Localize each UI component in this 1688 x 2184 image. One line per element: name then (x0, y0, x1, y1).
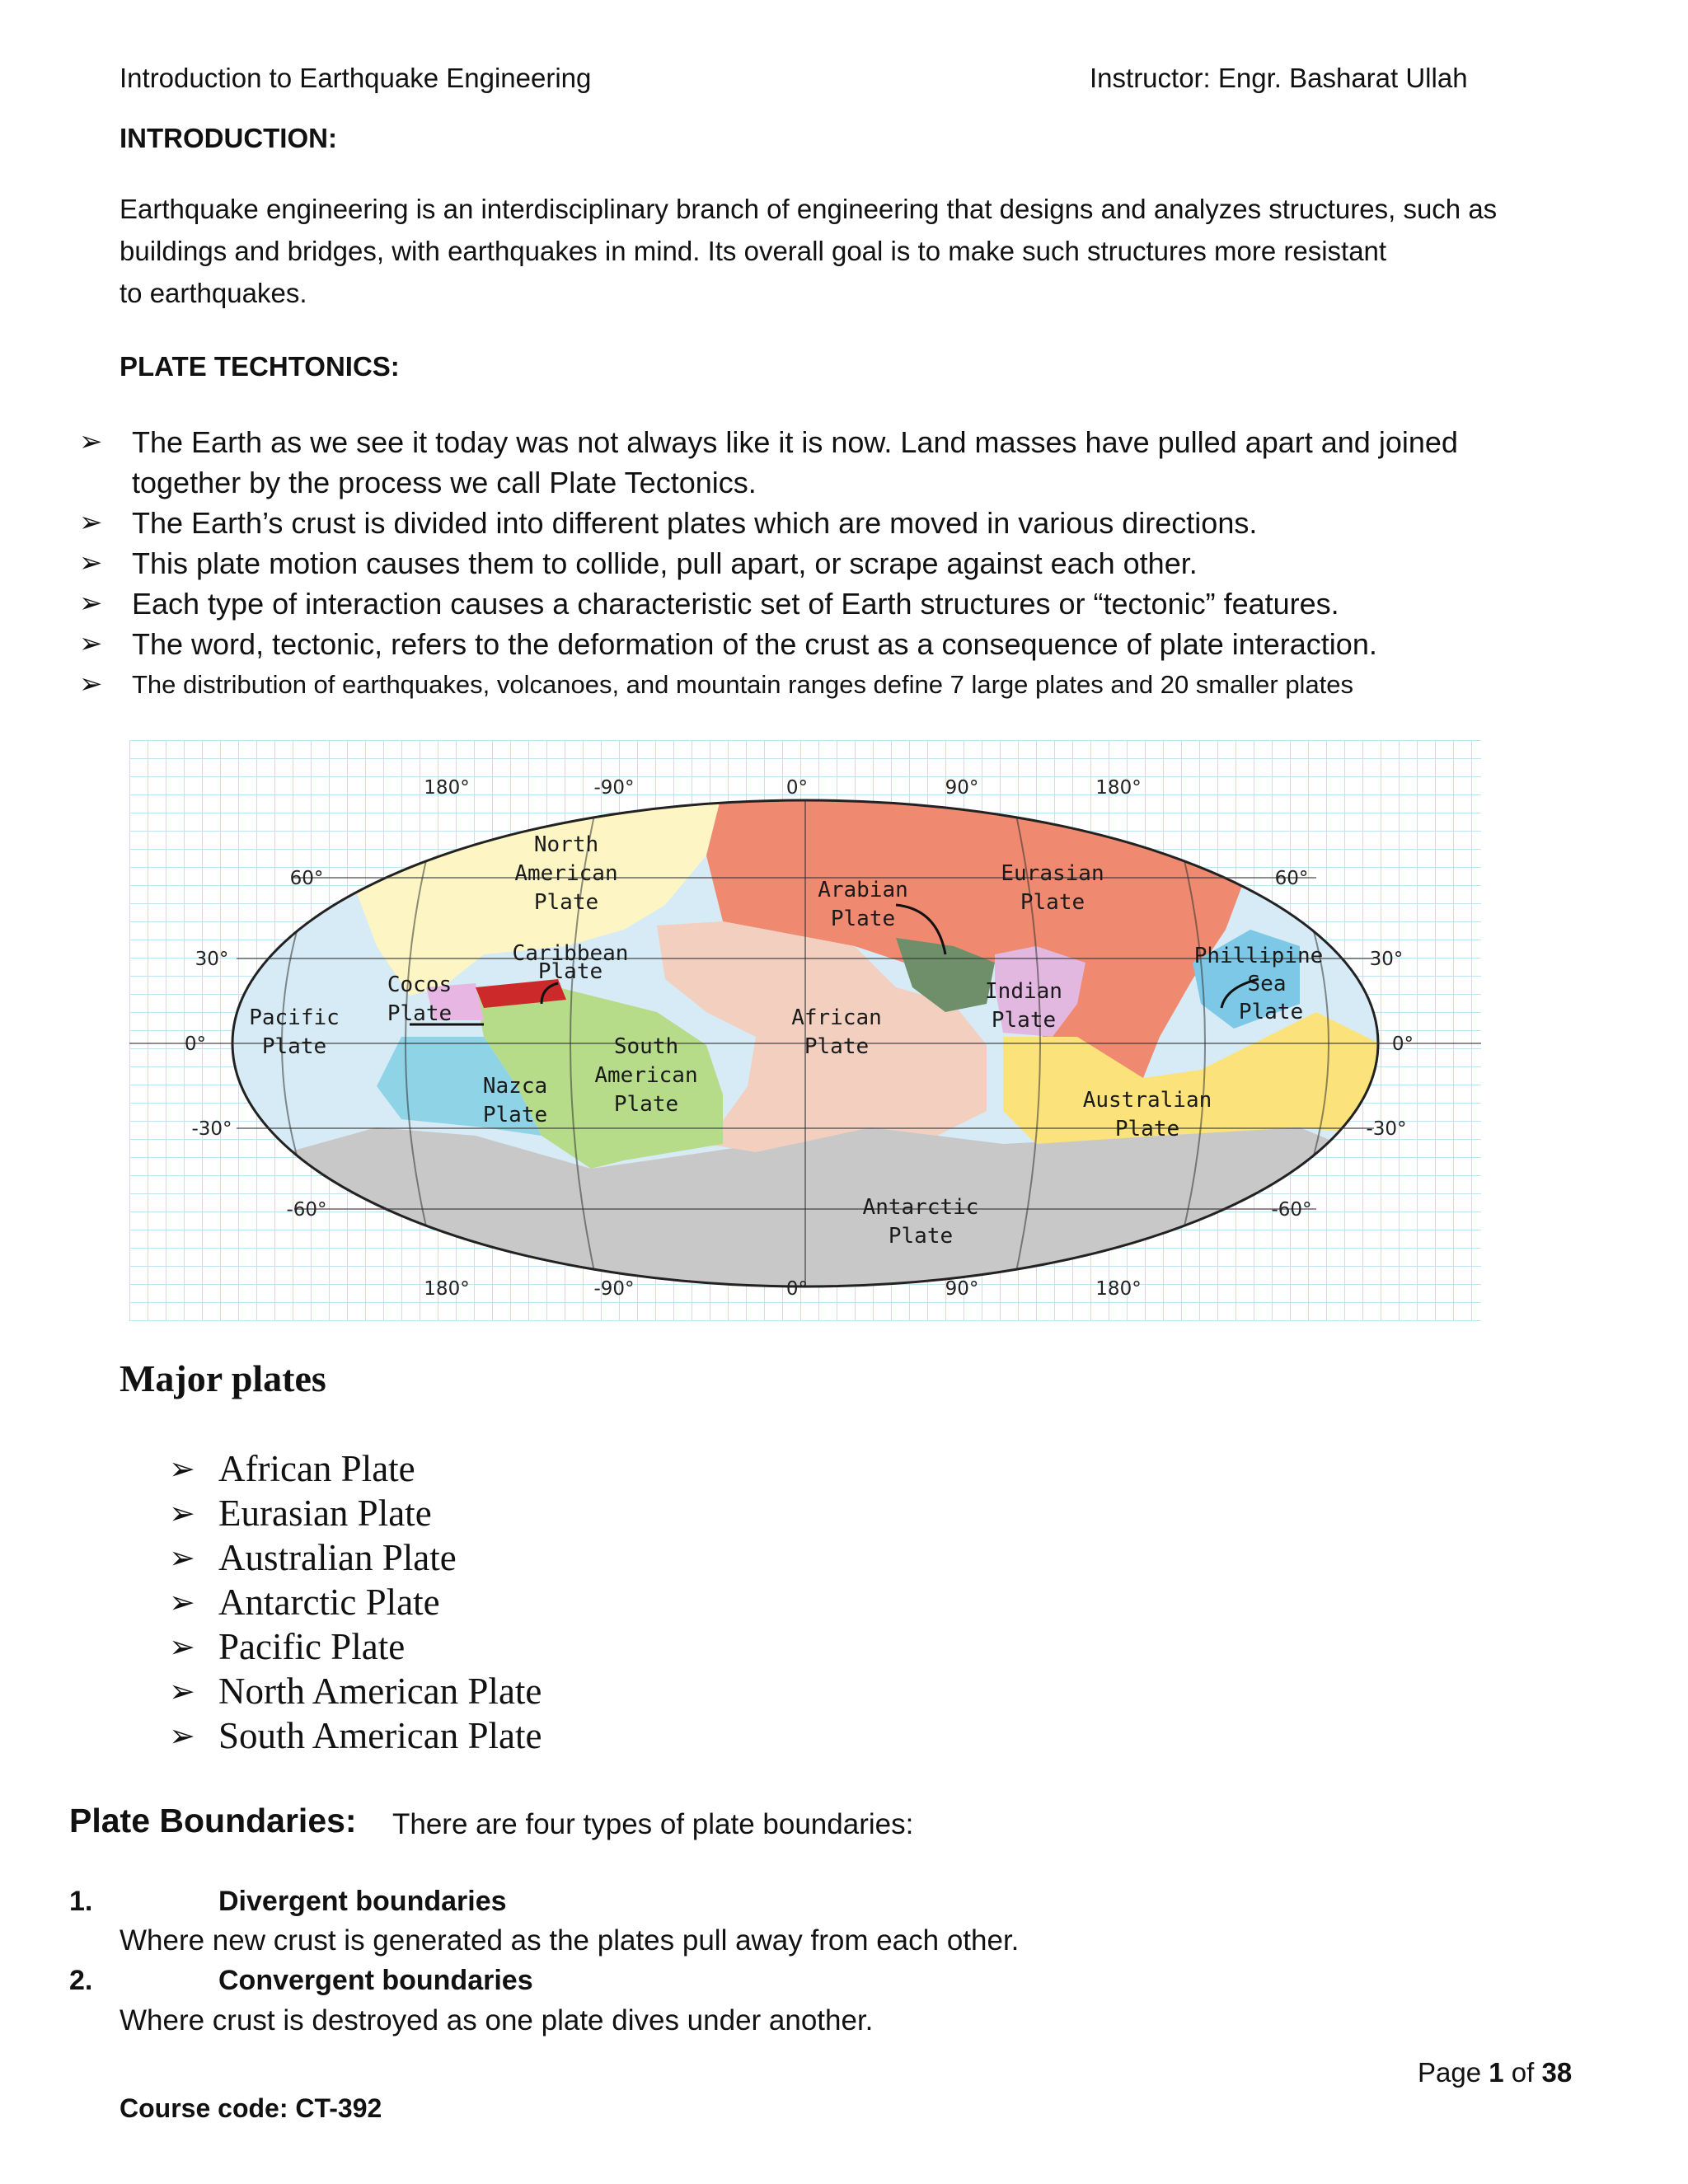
list-item (74, 664, 1640, 705)
bullet-text: The word, tectonic, refers to the deformation of the crust as a consequence of plate interaction. (132, 627, 1377, 661)
tick-label: 0° (785, 777, 809, 799)
arrow-bullet-icon: ➢ (169, 1629, 195, 1665)
arrow-bullet-icon: ➢ (169, 1584, 195, 1620)
australian-label: Australian Plate (1082, 1088, 1212, 1141)
page-number (1418, 2057, 1572, 2088)
list-item (169, 1491, 542, 1535)
intro-line: buildings and bridges, with earthquakes in mind. Its overall goal is to make such structures more resistant (120, 236, 1387, 266)
arrow-bullet-icon: ➢ (79, 426, 103, 457)
boundary-title: Convergent boundaries (218, 1965, 533, 1996)
cocos-label: Cocos Plate (387, 972, 452, 1026)
pacific-label: Pacific Plate (249, 1005, 340, 1059)
course-code: Course code: CT-392 (120, 2093, 382, 2123)
tick-label: -90° (593, 1278, 635, 1300)
tick-label: 60° (1274, 868, 1309, 889)
eurasian-label: Eurasian Plate (1001, 861, 1104, 915)
page-prefix: Page (1418, 2057, 1489, 2088)
phillipine-label: Phillipine Sea Plate (1193, 944, 1324, 1024)
plate-name: African Plate (218, 1448, 415, 1489)
tick-label: 180° (1095, 777, 1142, 799)
arrow-bullet-icon: ➢ (169, 1673, 195, 1709)
list-item (74, 543, 1640, 583)
tick-label: 90° (945, 1278, 979, 1300)
arrow-bullet-icon: ➢ (79, 628, 103, 659)
major-plates-title: Major plates (120, 1357, 326, 1399)
header-course-title: Introduction to Earthquake Engineering (120, 63, 592, 93)
list-item (169, 1713, 542, 1758)
intro-line: to earthquakes. (120, 278, 307, 308)
arrow-bullet-icon: ➢ (79, 588, 103, 619)
list-item (169, 1624, 542, 1669)
caribbean-label: Caribbean Plate (512, 941, 629, 984)
major-plates-list (169, 1446, 542, 1758)
plate-name: Australian Plate (218, 1537, 457, 1578)
plate-name: Antarctic Plate (218, 1582, 440, 1623)
tick-label: 0° (785, 1278, 809, 1300)
arrow-bullet-icon: ➢ (79, 547, 103, 579)
list-item (74, 503, 1640, 543)
list-item (74, 422, 1640, 503)
arrow-bullet-icon: ➢ (169, 1540, 195, 1576)
tick-label: 0° (1391, 1033, 1414, 1055)
tick-label: 180° (424, 1278, 470, 1300)
tectonics-heading: PLATE TECHTONICS: (120, 351, 400, 382)
intro-line: Earthquake engineering is an interdisciplinary branch of engineering that designs and analyzes structures, such as (120, 194, 1498, 224)
tectonic-plate-map (129, 740, 1481, 1321)
arabian-label: Arabian Plate (818, 878, 908, 931)
tick-label: -60° (1271, 1199, 1312, 1221)
boundary-number: 1. (69, 1886, 93, 1917)
bullet-text: This plate motion causes them to collide, pull apart, or scrape against each other. (132, 546, 1198, 580)
antarctic-label: Antarctic Plate (862, 1195, 979, 1249)
bullet-text: The Earth’s crust is divided into different plates which are moved in various directions. (132, 506, 1258, 540)
arrow-bullet-icon: ➢ (79, 507, 103, 538)
tick-label: 180° (1095, 1278, 1142, 1300)
list-item (74, 583, 1640, 624)
list-item (169, 1535, 542, 1580)
plate-name: Pacific Plate (218, 1626, 406, 1667)
arrow-bullet-icon: ➢ (169, 1451, 195, 1487)
african-label: African Plate (791, 1005, 882, 1059)
tick-label: 90° (945, 777, 979, 799)
intro-heading: INTRODUCTION: (120, 123, 337, 153)
list-item (169, 1446, 542, 1491)
tick-label: -60° (286, 1199, 327, 1221)
bullet-text: together by the process we call Plate Tectonics. (132, 466, 757, 499)
north-american-label: North American Plate (514, 832, 618, 915)
page-current: 1 (1489, 2057, 1504, 2088)
list-item (169, 1669, 542, 1713)
bullet-text: Each type of interaction causes a characteristic set of Earth structures or “tectonic” features. (132, 587, 1339, 621)
plate-name: North American Plate (218, 1671, 542, 1712)
plate-name: South American Plate (218, 1715, 542, 1756)
tectonics-bullet-list (74, 422, 1640, 705)
bullet-text: The Earth as we see it today was not always like it is now. Land masses have pulled apart and joined (132, 425, 1458, 459)
tick-label: -90° (593, 777, 635, 799)
boundary-description: Where crust is destroyed as one plate dives under another. (120, 2004, 874, 2036)
header-instructor: Instructor: Engr. Basharat Ullah (1090, 63, 1468, 93)
tick-label: -30° (191, 1118, 232, 1140)
list-item (74, 624, 1640, 664)
bullet-text: The distribution of earthquakes, volcanoes, and mountain ranges define 7 large plates and 20 smaller plates (132, 670, 1354, 699)
page-total: 38 (1541, 2057, 1573, 2088)
tick-label: 60° (289, 868, 324, 889)
arrow-bullet-icon: ➢ (169, 1718, 195, 1754)
nazca-label: Nazca Plate (482, 1074, 548, 1127)
arrow-bullet-icon: ➢ (79, 668, 103, 700)
boundary-number: 2. (69, 1965, 93, 1996)
page-of: of (1503, 2057, 1542, 2088)
arrow-bullet-icon: ➢ (169, 1495, 195, 1531)
boundary-description: Where new crust is generated as the plates pull away from each other. (120, 1924, 1020, 1957)
south-american-label: South American Plate (594, 1034, 698, 1117)
tick-label: 0° (184, 1033, 207, 1055)
tick-label: 30° (1369, 949, 1404, 970)
plate-boundaries-title: Plate Boundaries: (69, 1802, 357, 1840)
tick-label: -30° (1366, 1118, 1407, 1140)
indian-label: Indian Plate (985, 979, 1062, 1033)
plate-boundaries-intro: There are four types of plate boundaries: (392, 1808, 914, 1840)
tick-label: 30° (195, 949, 229, 970)
boundary-title: Divergent boundaries (218, 1886, 507, 1917)
list-item (169, 1580, 542, 1624)
plate-name: Eurasian Plate (218, 1493, 432, 1534)
tick-label: 180° (424, 777, 470, 799)
intro-paragraph (120, 188, 1587, 314)
